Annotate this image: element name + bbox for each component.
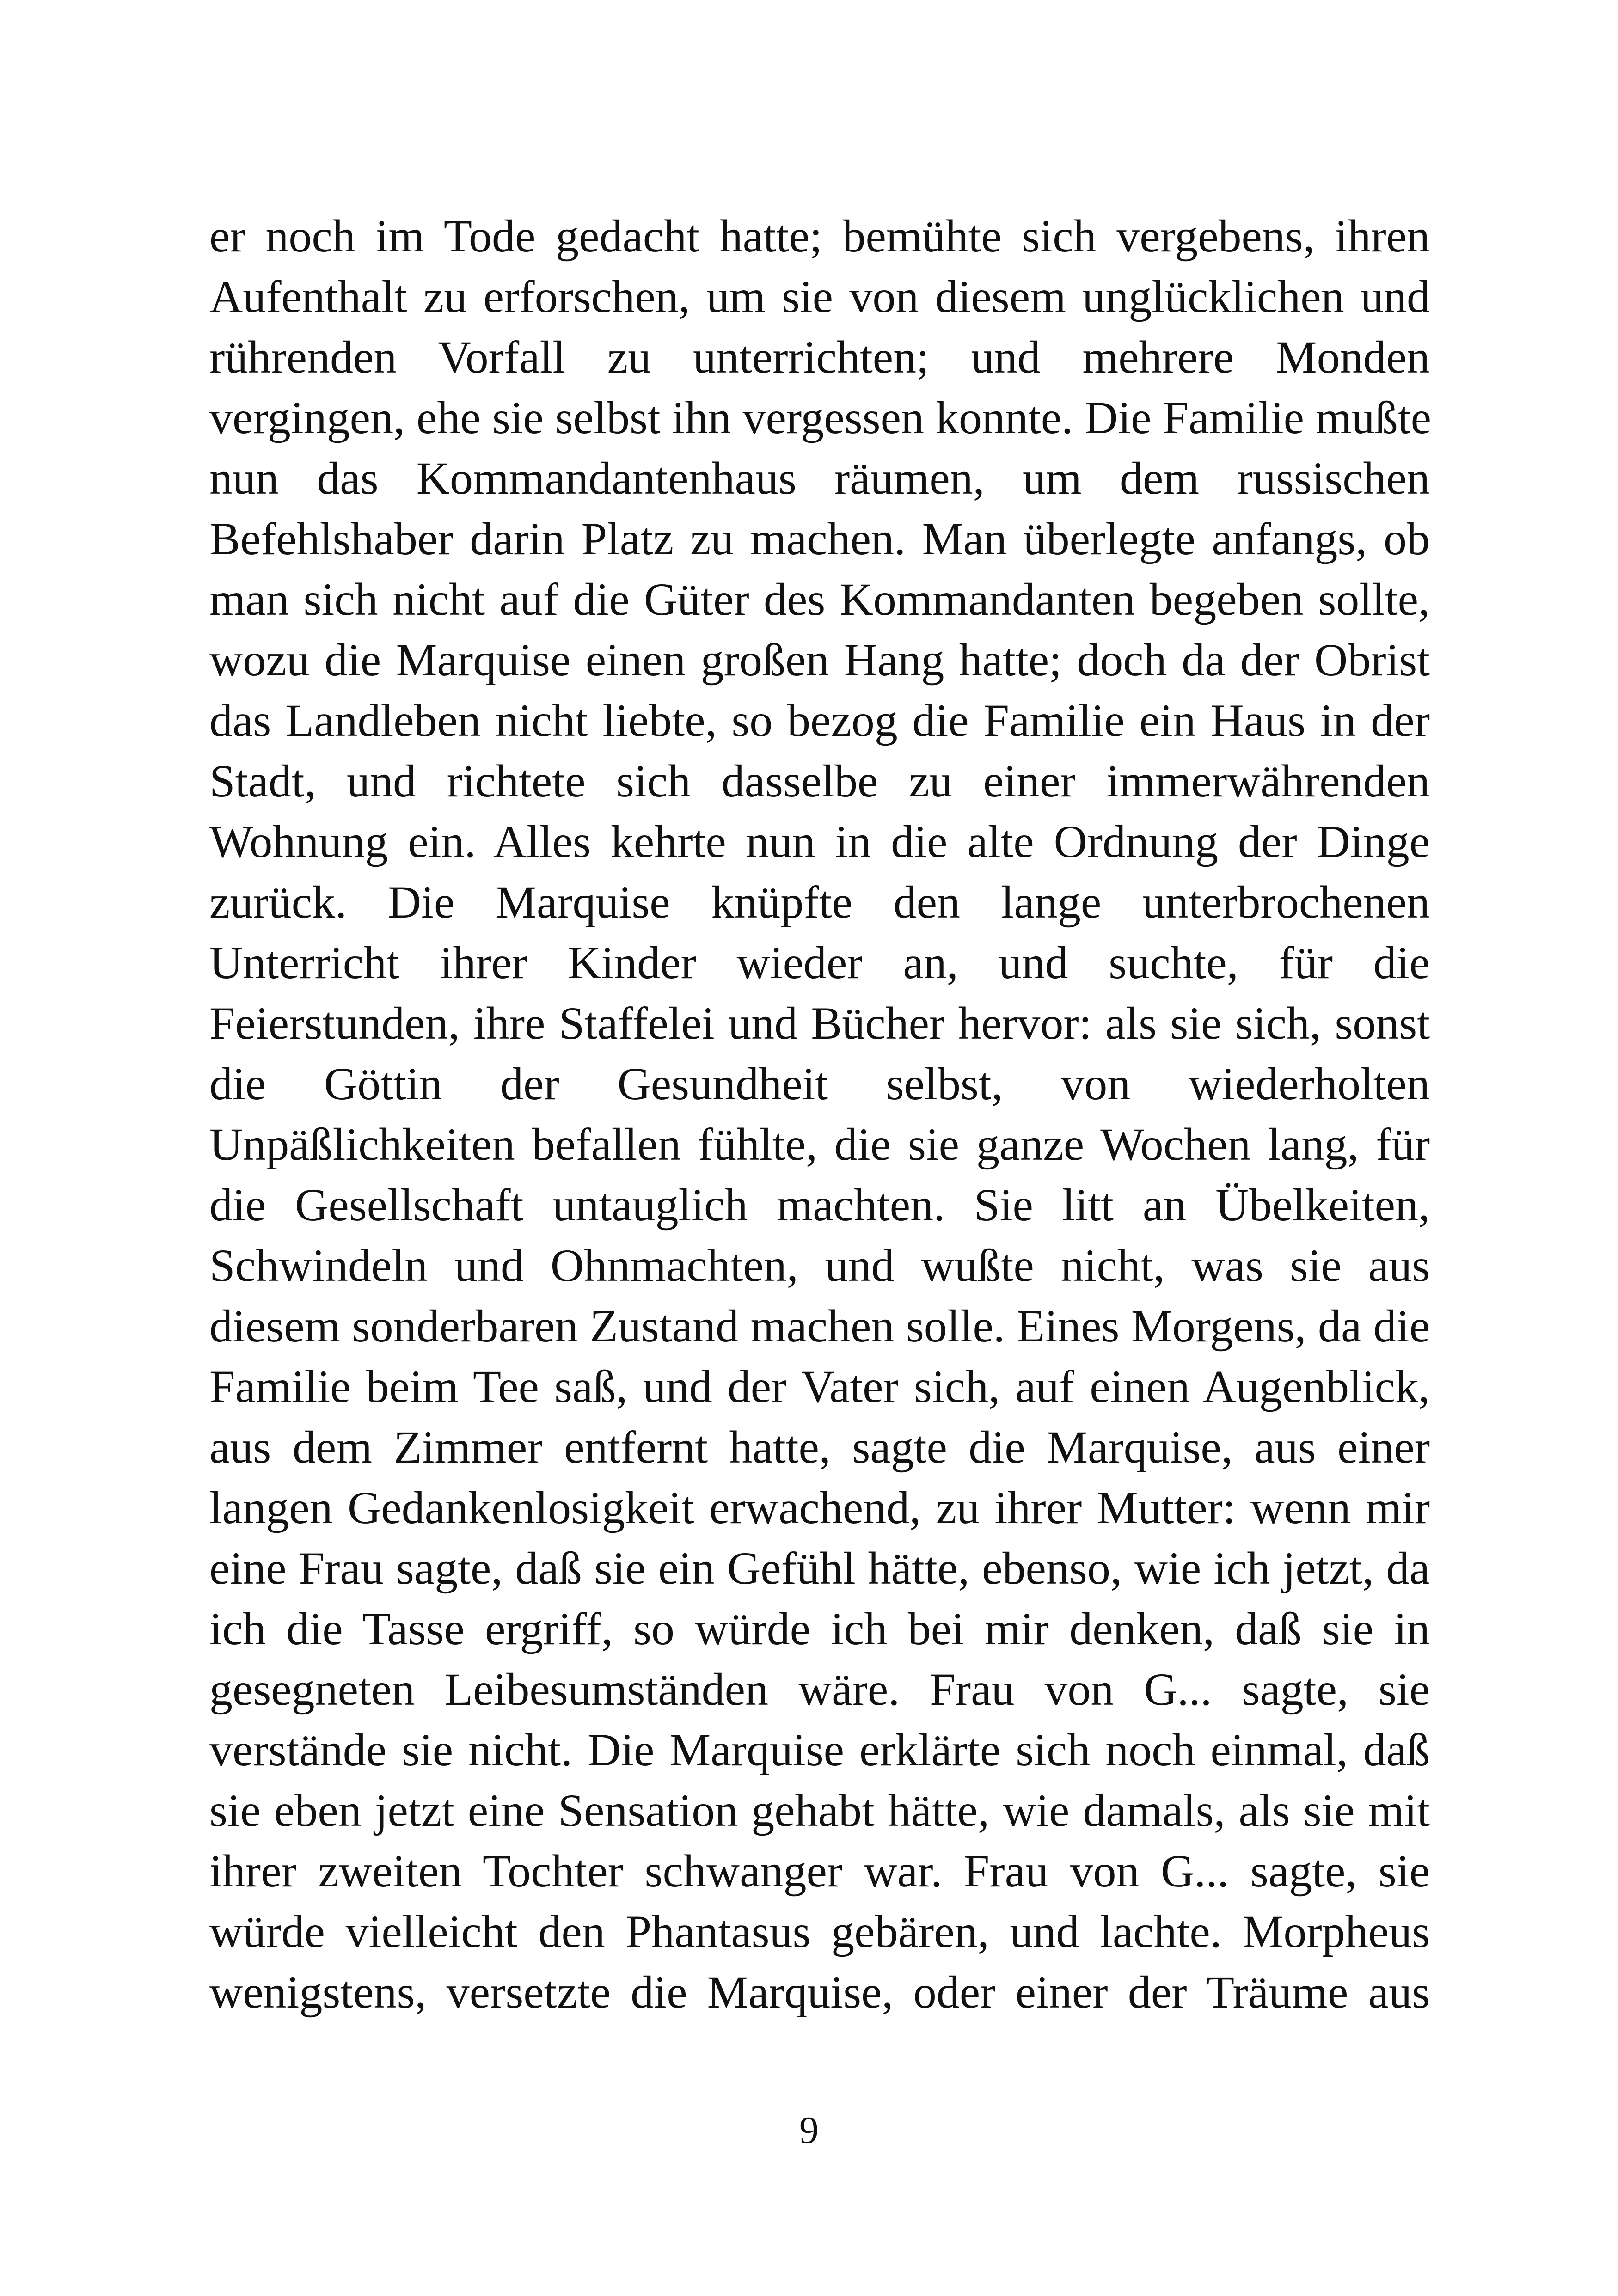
text-line: wozu die Marquise einen großen Hang hatte; doch da der Obrist [209, 634, 1430, 686]
text-line: sie eben jetzt eine Sensation gehabt hätte, wie damals, als sie mit [209, 1785, 1430, 1836]
text-line: Unpäßlichkeiten befallen fühlte, die sie ganze Wochen lang, für [209, 1119, 1430, 1170]
text-line: Wohnung ein. Alles kehrte nun in die alte Ordnung der Dinge [209, 816, 1430, 867]
text-line: Unterricht ihrer Kinder wieder an, und suchte, für die [209, 937, 1430, 988]
text-line: wenigstens, versetzte die Marquise, oder einer der Träume aus [209, 1966, 1430, 2018]
text-line: Feierstunden, ihre Staffelei und Bücher hervor: als sie sich, sonst [209, 998, 1430, 1049]
text-line: Befehlshaber darin Platz zu machen. Man überlegte anfangs, ob [209, 513, 1430, 564]
text-line: das Landleben nicht liebte, so bezog die Familie ein Haus in der [209, 695, 1430, 746]
text-line: diesem sonderbaren Zustand machen solle. Eines Morgens, da die [209, 1300, 1430, 1352]
text-line: Aufenthalt zu erforschen, um sie von diesem unglücklichen und [209, 271, 1430, 322]
text-line: nun das Kommandantenhaus räumen, um dem russischen [209, 453, 1430, 504]
text-line: Stadt, und richtete sich dasselbe zu einer immerwährenden [209, 755, 1430, 807]
text-line: würde vielleicht den Phantasus gebären, und lachte. Morpheus [209, 1906, 1430, 1957]
text-line: zurück. Die Marquise knüpfte den lange unterbrochenen [209, 876, 1430, 928]
text-line: er noch im Tode gedacht hatte; bemühte sich vergebens, ihren [209, 210, 1430, 262]
page-number: 9 [799, 2109, 819, 2152]
body-text [209, 206, 1430, 2022]
text-line: gesegneten Leibesumständen wäre. Frau von G... sagte, sie [209, 1664, 1430, 1715]
text-line: Familie beim Tee saß, und der Vater sich, auf einen Augenblick, [209, 1361, 1430, 1412]
text-line: man sich nicht auf die Güter des Kommandanten begeben sollte, [209, 574, 1430, 625]
text-line: aus dem Zimmer entfernt hatte, sagte die Marquise, aus einer [209, 1421, 1430, 1473]
text-line: die Gesellschaft untauglich machten. Sie litt an Übelkeiten, [209, 1179, 1430, 1231]
text-line: ich die Tasse ergriff, so würde ich bei mir denken, daß sie in [209, 1603, 1430, 1654]
text-line: verstände sie nicht. Die Marquise erklärte sich noch einmal, daß [209, 1724, 1430, 1776]
text-line: Schwindeln und Ohnmachten, und wußte nicht, was sie aus [209, 1240, 1430, 1291]
text-line: ihrer zweiten Tochter schwanger war. Frau von G... sagte, sie [209, 1845, 1430, 1897]
text-line: eine Frau sagte, daß sie ein Gefühl hätte, ebenso, wie ich jetzt, da [209, 1543, 1430, 1594]
text-line: vergingen, ehe sie selbst ihn vergessen konnte. Die Familie mußte [209, 392, 1431, 443]
text-line: rührenden Vorfall zu unterrichten; und mehrere Monden [209, 331, 1430, 383]
text-line: die Göttin der Gesundheit selbst, von wiederholten [209, 1058, 1430, 1109]
text-line: langen Gedankenlosigkeit erwachend, zu ihrer Mutter: wenn mir [209, 1482, 1430, 1533]
